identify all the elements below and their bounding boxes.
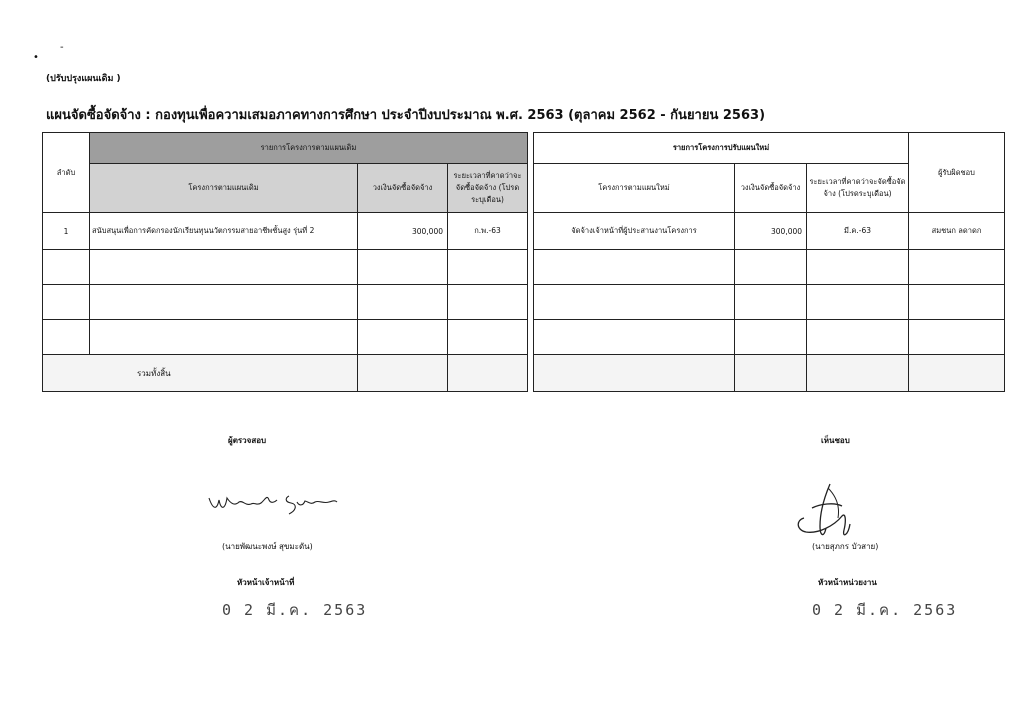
column-header-owner: ผู้รับผิดชอบ: [909, 133, 1005, 213]
column-header-new-period: ระยะเวลาที่คาดว่าจะจัดซื้อจัดจ้าง (โปรดระบุเดือน): [807, 164, 909, 213]
mark-dot: •: [33, 52, 39, 63]
cell-old-project: สนับสนุนเพื่อการคัดกรองนักเรียนทุนนวัตกรรมสายอาชีพชั้นสูง รุ่นที่ 2: [90, 213, 358, 250]
reviewer-position: หัวหน้าเจ้าหน้าที่: [237, 578, 295, 587]
approver-label: เห็นชอบ: [821, 436, 850, 445]
mark-dash: -: [60, 42, 64, 53]
group-header-new-plan: รายการโครงการปรับแผนใหม่: [534, 133, 909, 164]
reviewer-name: (นายพัฒนะพงษ์ สุขมะดัน): [222, 542, 313, 551]
cell-old-period: ก.พ.-63: [448, 213, 528, 250]
revision-note: (ปรับปรุงแผนเดิม ): [46, 74, 121, 84]
table-row-empty: [43, 250, 1005, 285]
column-header-old-period: ระยะเวลาที่คาดว่าจะจัดซื้อจัดจ้าง (โปรดระบุเดือน): [448, 164, 528, 213]
cell-new-period: มี.ค.-63: [807, 213, 909, 250]
approver-name: (นายสุภกร บัวสาย): [812, 542, 879, 551]
cell-new-budget: 300,000: [735, 213, 807, 250]
reviewer-label: ผู้ตรวจสอบ: [228, 436, 267, 445]
reviewer-signature: [205, 488, 340, 518]
cell-no: 1: [43, 213, 90, 250]
column-header-row: [43, 164, 1005, 213]
column-header-old-budget: วงเงินจัดซื้อจัดจ้าง: [358, 164, 448, 213]
cell-owner: สมชนก ลดาดก: [909, 213, 1005, 250]
table-row-empty: [43, 285, 1005, 320]
document-title: แผนจัดซื้อจัดจ้าง : กองทุนเพื่อความเสมอภาคทางการศึกษา ประจำปีงบประมาณ พ.ศ. 2563 (ตุลาคม 2562 - กันยายน 2563): [46, 108, 766, 123]
table-row-empty: [43, 320, 1005, 355]
column-header-new-budget: วงเงินจัดซื้อจัดจ้าง: [735, 164, 807, 213]
cell-new-project: จัดจ้างเจ้าหน้าที่ผู้ประสานงานโครงการ: [534, 213, 735, 250]
column-header-no: ลำดับ: [43, 133, 90, 213]
approver-signature: [790, 478, 860, 548]
column-header-old-project: โครงการตามแผนเดิม: [90, 164, 358, 213]
column-header-new-project: โครงการตามแผนใหม่: [534, 164, 735, 213]
procurement-plan-table: [42, 132, 1005, 392]
cell-old-budget: 300,000: [358, 213, 448, 250]
group-header-old-plan: รายการโครงการตามแผนเดิม: [90, 133, 528, 164]
approver-position: หัวหน้าหน่วยงาน: [818, 578, 877, 587]
total-row: [43, 355, 1005, 392]
total-label: รวมทั้งสิ้น: [43, 355, 358, 392]
reviewer-date-stamp: 0 2 มี.ค. 2563: [222, 601, 368, 619]
approver-date-stamp: 0 2 มี.ค. 2563: [812, 601, 958, 619]
group-header-row: [43, 133, 1005, 164]
table-row: [43, 213, 1005, 250]
